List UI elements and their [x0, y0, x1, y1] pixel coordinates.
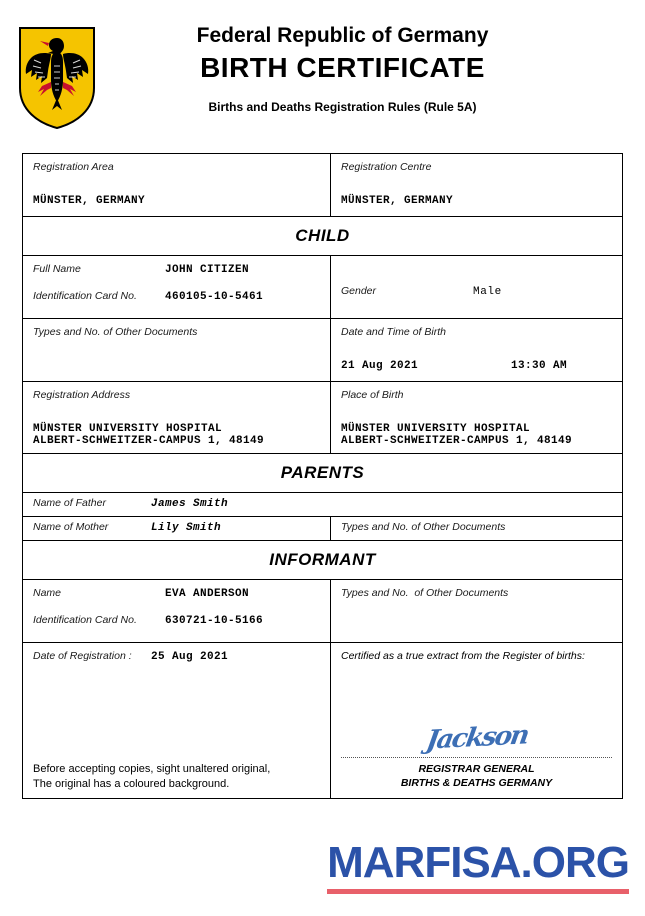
father-line	[33, 497, 612, 510]
registration-date-cell	[23, 643, 331, 798]
informant-name-line	[33, 587, 320, 600]
marfisa-logo-underline-bar	[327, 889, 629, 894]
registrar-caption	[401, 762, 552, 790]
registration-centre-value: MÜNSTER, GERMANY	[341, 195, 454, 207]
mother-cell	[23, 517, 331, 540]
informant-section-row	[23, 541, 622, 580]
child-other-documents-label: Types and No. of Other Documents	[33, 326, 198, 338]
date-of-registration-line	[33, 650, 320, 663]
document-title: BIRTH CERTIFICATE	[200, 52, 485, 83]
informant-section-heading: INFORMANT	[269, 550, 376, 569]
mother-value: Lily Smith	[151, 522, 222, 534]
child-full-name-line	[33, 263, 320, 276]
informant-id-card-line	[33, 614, 320, 627]
registration-area-cell	[23, 154, 331, 216]
date-of-registration-value: 25 Aug 2021	[151, 651, 229, 663]
child-address-row	[23, 382, 622, 454]
father-value: James Smith	[151, 498, 229, 510]
child-dob-line	[341, 360, 612, 372]
date-of-registration-label: Date of Registration :	[33, 650, 132, 662]
registration-address-label: Registration Address	[33, 389, 131, 401]
child-identity-row	[23, 256, 622, 319]
parents-section-heading: PARENTS	[280, 463, 365, 482]
child-other-documents-cell	[23, 319, 331, 381]
child-dob-date: 21 Aug 2021	[341, 360, 419, 372]
certification-cell	[331, 643, 622, 798]
informant-identity-cell	[23, 580, 331, 642]
child-id-card-value: 460105-10-5461	[165, 291, 264, 303]
father-row	[23, 493, 622, 517]
informant-id-card-label: Identification Card No.	[33, 614, 137, 626]
marfisa-logo-text: MARFISA.ORG	[327, 838, 629, 887]
informant-name-value: EVA ANDERSON	[165, 588, 250, 600]
parents-section-row	[23, 454, 622, 493]
child-documents-row	[23, 319, 622, 382]
child-gender-line	[341, 285, 612, 298]
signature-area	[341, 662, 612, 792]
certificate-table	[22, 153, 623, 799]
registration-area-label: Registration Area	[33, 161, 114, 173]
registrar-title: REGISTRAR GENERAL	[418, 763, 535, 775]
place-of-birth-cell	[331, 382, 622, 453]
child-gender-value: Male	[473, 286, 502, 298]
mother-line	[33, 521, 320, 534]
informant-name-label: Name	[33, 587, 62, 599]
father-label: Name of Father	[33, 497, 106, 509]
child-gender-cell	[331, 256, 622, 318]
informant-id-card-value: 630721-10-5166	[165, 615, 264, 627]
registration-area-value: MÜNSTER, GERMANY	[33, 195, 146, 207]
mother-row	[23, 517, 622, 541]
certificate-header	[0, 0, 645, 142]
child-dob-time: 13:30 AM	[511, 360, 568, 372]
place-of-birth-line2: ALBERT-SCHWEITZER-CAMPUS 1, 48149	[341, 435, 573, 447]
signature-dotted-line	[341, 757, 612, 758]
registration-row	[23, 154, 622, 217]
place-of-birth-line1: MÜNSTER UNIVERSITY HOSPITAL	[341, 423, 531, 435]
copy-warning-note	[33, 762, 320, 792]
header-title-block	[0, 22, 645, 86]
registration-address-line2: ALBERT-SCHWEITZER-CAMPUS 1, 48149	[33, 435, 265, 447]
copy-warning-line2: The original has a coloured background.	[33, 778, 230, 790]
parents-other-documents-label: Types and No. of Other Documents	[341, 521, 506, 533]
registrar-signature: Jackson	[423, 720, 530, 756]
mother-label: Name of Mother	[33, 521, 109, 533]
registration-address-cell	[23, 382, 331, 453]
certified-extract-text: Certified as a true extract from the Register of births:	[341, 650, 585, 662]
place-of-birth-label: Place of Birth	[341, 389, 404, 401]
child-full-name-label: Full Name	[33, 263, 81, 275]
informant-other-documents-label: Types and No. of Other Documents	[341, 587, 509, 599]
registration-address-line1: MÜNSTER UNIVERSITY HOSPITAL	[33, 423, 223, 435]
informant-row	[23, 580, 622, 643]
country-title: Federal Republic of Germany	[196, 24, 489, 47]
marfisa-watermark-logo	[327, 839, 629, 894]
child-gender-label: Gender	[341, 285, 377, 297]
child-id-card-label: Identification Card No.	[33, 290, 137, 302]
document-subtitle: Births and Deaths Registration Rules (Rule 5A)	[208, 100, 477, 114]
father-cell	[23, 493, 622, 516]
child-dob-label: Date and Time of Birth	[341, 326, 446, 338]
german-eagle-crest-icon	[18, 26, 96, 130]
child-dob-cell	[331, 319, 622, 381]
registration-centre-cell	[331, 154, 622, 216]
registrar-authority: BIRTHS & DEATHS GERMANY	[400, 777, 553, 789]
child-section-row	[23, 217, 622, 256]
copy-warning-line1: Before accepting copies, sight unaltered original,	[33, 763, 271, 775]
child-full-name-value: JOHN CITIZEN	[165, 264, 250, 276]
informant-other-documents-cell	[331, 580, 622, 642]
child-identity-cell	[23, 256, 331, 318]
registration-centre-label: Registration Centre	[341, 161, 432, 173]
child-id-card-line	[33, 290, 320, 303]
parents-other-documents-cell	[331, 517, 622, 540]
certification-row	[23, 643, 622, 798]
child-section-heading: CHILD	[295, 226, 350, 245]
